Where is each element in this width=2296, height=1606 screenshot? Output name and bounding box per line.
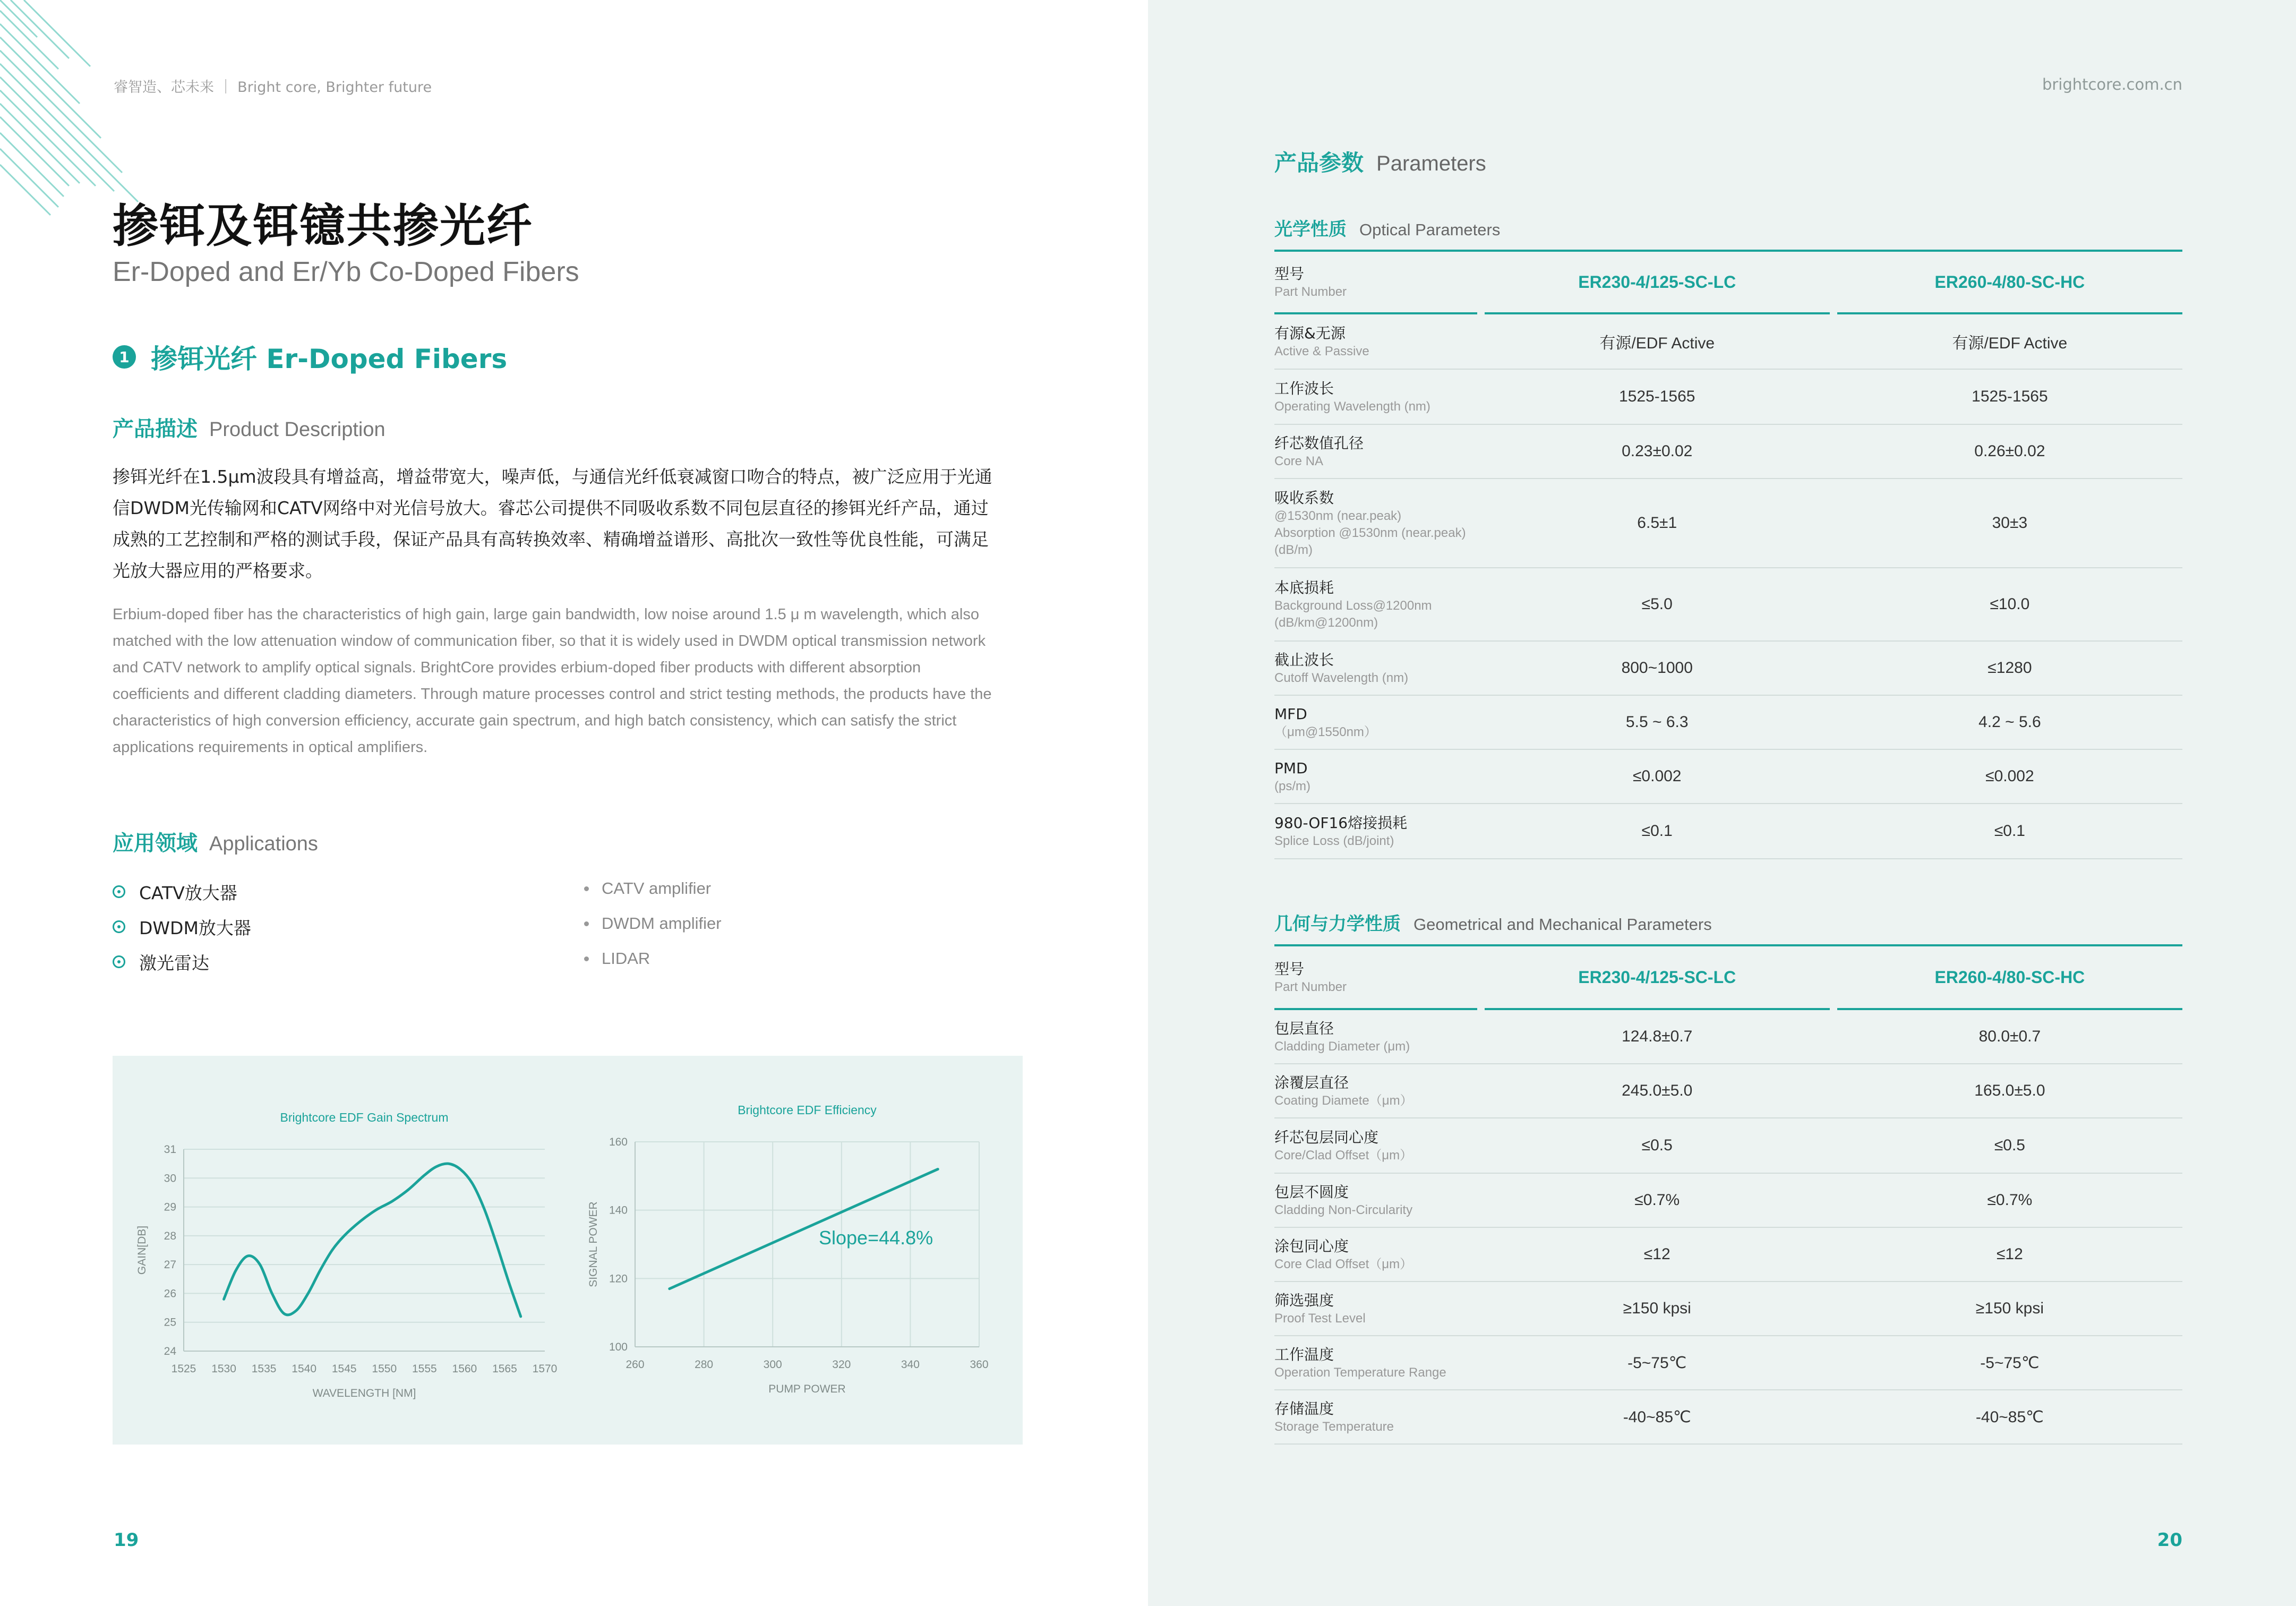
- value-cell: ≤12: [1643, 1245, 1670, 1263]
- table-row: [1274, 696, 2182, 750]
- y-tick-label: 25: [164, 1316, 176, 1329]
- value-cell: ≤1280: [1987, 659, 2032, 677]
- row-label: [1274, 642, 1477, 695]
- x-tick-label: 360: [970, 1359, 989, 1371]
- application-label: LIDAR: [602, 949, 650, 968]
- x-tick-label: 1535: [251, 1363, 277, 1375]
- application-label: CATV amplifier: [602, 879, 712, 898]
- y-tick-label: 24: [164, 1345, 176, 1357]
- optical-heading-en: Optical Parameters: [1359, 220, 1501, 239]
- applications-heading: [113, 826, 318, 857]
- value-cell: 124.8±0.7: [1622, 1028, 1693, 1045]
- row-label-en: Background Loss@1200nm: [1274, 599, 1432, 613]
- application-label: DWDM amplifier: [602, 914, 722, 933]
- value-cell: 有源/EDF Active: [1599, 335, 1715, 352]
- value-cell: 245.0±5.0: [1622, 1082, 1693, 1099]
- row-label-en: Proof Test Level: [1274, 1311, 1366, 1326]
- optical-heading-cn: 光学性质: [1274, 219, 1347, 240]
- applications-list-en: [584, 871, 722, 976]
- value-cell: ≤10.0: [1990, 595, 2030, 613]
- row-label-cn: PMD: [1274, 759, 1308, 777]
- applications-list-cn: [113, 874, 251, 979]
- table-row: [1274, 1228, 2182, 1282]
- x-tick-label: 1545: [331, 1363, 357, 1375]
- x-tick-label: 1525: [171, 1363, 196, 1375]
- slope-annotation: Slope=44.8%: [819, 1227, 933, 1249]
- y-tick-label: 120: [609, 1272, 628, 1285]
- row-label: [1274, 696, 1477, 749]
- row-label-en: Cladding Non-Circularity: [1274, 1203, 1413, 1217]
- row-label: [1274, 425, 1477, 478]
- geometric-heading-en: Geometrical and Mechanical Parameters: [1413, 915, 1712, 934]
- row-label-en: （μm@1550nm）: [1274, 725, 1377, 739]
- row-label: [1274, 1064, 1477, 1117]
- table-row: [1274, 804, 2182, 859]
- row-label-cn: 吸收系数: [1274, 489, 1334, 507]
- description-en: Erbium-doped fiber has the characteristics of high gain, large gain bandwidth, low noise around 1.5 μ m wavelength, which also matched with the low attenuation window of communication fiber, so that it is widely used in DWDM optical transmission network and CATV network to amplify optical signals. BrightCore provides erbium-doped fiber products with different absorption coefficients and different cladding diameters. Through mature processes control and strict testing methods, the products have the characteristics of high conversion efficiency, accurate gain spectrum, and high batch consistency, which can satisfy the strict applications requirements in optical amplifiers.: [113, 606, 992, 756]
- target-bullet-icon: [113, 955, 125, 968]
- x-tick-label: 1540: [292, 1363, 317, 1375]
- row-label-cn: 包层不圆度: [1274, 1183, 1349, 1201]
- x-tick-label: 1570: [532, 1363, 558, 1375]
- x-tick-label: 1560: [452, 1363, 477, 1375]
- row-label-en: Storage Temperature: [1274, 1420, 1394, 1434]
- table-row: [1274, 1010, 2182, 1064]
- row-label: [1274, 568, 1477, 640]
- list-item: [584, 941, 722, 976]
- model-header-cell: ER230-4/125-SC-LC: [1485, 946, 1830, 1010]
- row-label: [1274, 370, 1477, 424]
- chart-title: Brightcore EDF Efficiency: [738, 1103, 877, 1117]
- product-description-heading: [113, 412, 385, 442]
- table-row: [1274, 1174, 2182, 1228]
- y-tick-label: 30: [164, 1172, 176, 1185]
- table-row: [1274, 479, 2182, 568]
- section-title: 掺铒光纤 Er-Doped Fibers: [151, 344, 508, 374]
- value-cell: ≤12: [1996, 1245, 2023, 1263]
- target-bullet-icon: [113, 920, 125, 933]
- row-label: [1274, 804, 1477, 858]
- table-row: [1274, 425, 2182, 479]
- table-header-row: [1274, 252, 2182, 314]
- x-axis-label: WAVELENGTH [NM]: [312, 1387, 416, 1399]
- y-tick-label: 160: [609, 1136, 628, 1148]
- x-tick-label: 1555: [412, 1363, 437, 1375]
- row-label-cn: 包层直径: [1274, 1020, 1334, 1037]
- row-label-cn: 纤芯数值孔径: [1274, 434, 1364, 452]
- value-cell: ≤0.5: [1641, 1137, 1673, 1154]
- list-item: [113, 874, 251, 909]
- geometric-parameters-table: [1274, 944, 2182, 1445]
- table-row: [1274, 642, 2182, 696]
- value-cell: ≤0.1: [1994, 822, 2025, 840]
- value-cell: 30±3: [1992, 514, 2028, 532]
- row-label-en: (dB/km@1200nm): [1274, 616, 1378, 630]
- row-label-cn: 有源&无源: [1274, 324, 1346, 342]
- table-row: [1274, 568, 2182, 642]
- value-cell: ≤0.7%: [1634, 1191, 1680, 1209]
- row-label-cn: 工作波长: [1274, 380, 1334, 397]
- target-bullet-icon: [113, 885, 125, 898]
- application-label: CATV放大器: [139, 882, 237, 903]
- optical-parameters-table: [1274, 250, 2182, 859]
- row-label-en: Active & Passive: [1274, 344, 1369, 358]
- row-label-en: Part Number: [1274, 285, 1347, 299]
- charts-svg: [113, 1056, 1023, 1445]
- application-label: 激光雷达: [139, 952, 209, 973]
- row-label-en: @1530nm (near.peak): [1274, 509, 1402, 523]
- table-row: [1274, 750, 2182, 804]
- bullet-dot-icon: [584, 886, 589, 891]
- value-cell: 1525-1565: [1972, 388, 2048, 405]
- y-axis-label: GAIN[DB]: [136, 1225, 148, 1275]
- row-label-cn: 本底损耗: [1274, 579, 1334, 596]
- value-cell: ≤5.0: [1641, 595, 1673, 613]
- y-tick-label: 27: [164, 1259, 176, 1271]
- row-label-cn: 涂包同心度: [1274, 1237, 1349, 1255]
- row-label-cn: 涂覆层直径: [1274, 1074, 1349, 1091]
- applications-heading-cn: 应用领域: [113, 831, 198, 856]
- header-slogan: 睿智造、芯未来 ｜ Bright core, Brighter future: [114, 79, 432, 96]
- value-cell: 1525-1565: [1618, 388, 1695, 405]
- page-title-cn: 掺铒及铒镱共掺光纤: [113, 200, 533, 253]
- row-label-en: Splice Loss (dB/joint): [1274, 834, 1394, 848]
- product-description-heading-cn: 产品描述: [113, 417, 198, 441]
- value-cell: -40~85℃: [1975, 1408, 2044, 1426]
- table-row: [1274, 1118, 2182, 1174]
- section-number-badge: 1: [113, 345, 136, 369]
- y-tick-label: 100: [609, 1341, 628, 1353]
- table-row: [1274, 370, 2182, 425]
- row-label: [1274, 1174, 1477, 1227]
- row-label-cn: 存储温度: [1274, 1400, 1334, 1417]
- row-label: [1274, 1228, 1477, 1281]
- row-label-en: Cutoff Wavelength (nm): [1274, 671, 1409, 685]
- row-label-en: Core Clad Offset（μm）: [1274, 1257, 1413, 1271]
- row-label-en: (ps/m): [1274, 779, 1310, 793]
- x-tick-label: 1565: [492, 1363, 517, 1375]
- model-header-cell: ER260-4/80-SC-HC: [1837, 946, 2182, 1010]
- y-tick-label: 29: [164, 1201, 176, 1214]
- y-tick-label: 28: [164, 1229, 176, 1242]
- row-label-cn: 纤芯包层同心度: [1274, 1129, 1379, 1146]
- value-cell: ≤0.5: [1994, 1137, 2025, 1154]
- model-header-cell: ER230-4/125-SC-LC: [1485, 252, 1830, 314]
- table-row: [1274, 1064, 2182, 1118]
- x-tick-label: 280: [695, 1359, 714, 1371]
- header-site-url: brightcore.com.cn: [2042, 75, 2182, 93]
- table-row: [1274, 1336, 2182, 1390]
- product-description-heading-en: Product Description: [209, 418, 385, 441]
- row-label: [1274, 1118, 1477, 1173]
- row-label-en: Core NA: [1274, 454, 1324, 468]
- value-cell: 6.5±1: [1637, 514, 1677, 532]
- row-label-en: Core/Clad Offset（μm）: [1274, 1148, 1413, 1163]
- value-cell: -5~75℃: [1627, 1354, 1687, 1372]
- x-tick-label: 1530: [211, 1363, 236, 1375]
- page-number-left: 19: [114, 1530, 139, 1551]
- x-tick-label: 300: [763, 1359, 782, 1371]
- row-label-cn: 型号: [1274, 960, 1305, 978]
- table-row: [1274, 314, 2182, 370]
- row-label-en: Operation Temperature Range: [1274, 1365, 1446, 1380]
- list-item: [113, 944, 251, 979]
- row-label: [1274, 1336, 1477, 1389]
- optical-parameters-heading: [1274, 215, 1500, 241]
- charts-panel: [113, 1056, 1023, 1445]
- page-number-right: 20: [2157, 1530, 2182, 1551]
- y-tick-label: 26: [164, 1287, 176, 1300]
- description-cn: 掺铒光纤在1.5μm波段具有增益高，增益带宽大，噪声低，与通信光纤低衰减窗口吻合的特点，被广泛应用于光通信DWDM光传输网和CATV网络中对光信号放大。睿芯公司提供不同吸收系数不同包层直径的掺铒光纤产品，通过成熟的工艺控制和严格的测试手段，保证产品具有高转换效率、精确增益谱形、高批次一致性等优良性能，可满足光放大器应用的严格要求。: [113, 466, 992, 581]
- row-label-en: (dB/m): [1274, 543, 1313, 557]
- x-tick-label: 1550: [372, 1363, 397, 1375]
- row-label: [1274, 750, 1477, 803]
- y-axis-label: SIGNAL POWER: [587, 1201, 599, 1287]
- model-header-cell: ER260-4/80-SC-HC: [1837, 252, 2182, 314]
- row-label-cn: 工作温度: [1274, 1346, 1334, 1363]
- value-cell: 有源/EDF Active: [1952, 335, 2068, 352]
- section-heading: [113, 338, 507, 376]
- table-row: [1274, 1390, 2182, 1445]
- value-cell: 4.2 ~ 5.6: [1978, 713, 2041, 731]
- row-label-cn: 筛选强度: [1274, 1292, 1334, 1309]
- row-label: [1274, 946, 1477, 1010]
- value-cell: -5~75℃: [1980, 1354, 2040, 1372]
- row-label-cn: MFD: [1274, 705, 1307, 723]
- list-item: [584, 906, 722, 941]
- value-cell: ≤0.002: [1985, 767, 2034, 785]
- parameters-heading-en: Parameters: [1376, 152, 1486, 175]
- row-label-en: Coating Diamete（μm）: [1274, 1094, 1413, 1108]
- row-label: [1274, 1010, 1477, 1063]
- x-axis-label: PUMP POWER: [768, 1383, 846, 1395]
- row-label-cn: 980-OF16熔接损耗: [1274, 814, 1408, 832]
- row-label-cn: 型号: [1274, 265, 1305, 283]
- row-label: [1274, 252, 1477, 314]
- value-cell: 0.23±0.02: [1622, 442, 1693, 460]
- applications-heading-en: Applications: [209, 833, 318, 855]
- row-label: [1274, 479, 1477, 567]
- value-cell: ≤0.7%: [1987, 1191, 2033, 1209]
- value-cell: 5.5 ~ 6.3: [1625, 713, 1689, 731]
- geometric-heading-cn: 几何与力学性质: [1274, 913, 1401, 935]
- parameters-heading-cn: 产品参数: [1274, 150, 1364, 176]
- row-label-en: Operating Wavelength (nm): [1274, 399, 1430, 414]
- application-label: DWDM放大器: [139, 917, 251, 938]
- table-header-row: [1274, 946, 2182, 1010]
- value-cell: 80.0±0.7: [1978, 1028, 2041, 1045]
- list-item: [113, 909, 251, 944]
- x-tick-label: 320: [832, 1359, 851, 1371]
- page-title-en: Er-Doped and Er/Yb Co-Doped Fibers: [113, 257, 579, 287]
- value-cell: ≤0.1: [1641, 822, 1673, 840]
- table-row: [1274, 1282, 2182, 1336]
- row-label: [1274, 314, 1477, 369]
- x-tick-label: 340: [901, 1359, 920, 1371]
- row-label: [1274, 1282, 1477, 1335]
- value-cell: 800~1000: [1621, 659, 1693, 677]
- bullet-dot-icon: [584, 921, 589, 926]
- list-item: [584, 871, 722, 906]
- row-label-cn: 截止波长: [1274, 651, 1334, 669]
- chart-title: Brightcore EDF Gain Spectrum: [280, 1110, 449, 1124]
- value-cell: -40~85℃: [1623, 1408, 1691, 1426]
- value-cell: ≤0.002: [1632, 767, 1682, 785]
- x-tick-label: 260: [626, 1359, 645, 1371]
- geometric-parameters-heading: [1274, 909, 1712, 935]
- row-label: [1274, 1390, 1477, 1443]
- row-label-en: Absorption @1530nm (near.peak): [1274, 526, 1466, 540]
- value-cell: 0.26±0.02: [1974, 442, 2045, 460]
- row-label-en: Part Number: [1274, 980, 1347, 994]
- parameters-heading: [1274, 146, 1486, 177]
- bullet-dot-icon: [584, 956, 589, 961]
- y-tick-label: 31: [164, 1143, 176, 1156]
- row-label-en: Cladding Diameter (μm): [1274, 1039, 1410, 1054]
- value-cell: 165.0±5.0: [1974, 1082, 2045, 1099]
- value-cell: ≥150 kpsi: [1975, 1300, 2044, 1317]
- value-cell: ≥150 kpsi: [1623, 1300, 1691, 1317]
- y-tick-label: 140: [609, 1204, 628, 1217]
